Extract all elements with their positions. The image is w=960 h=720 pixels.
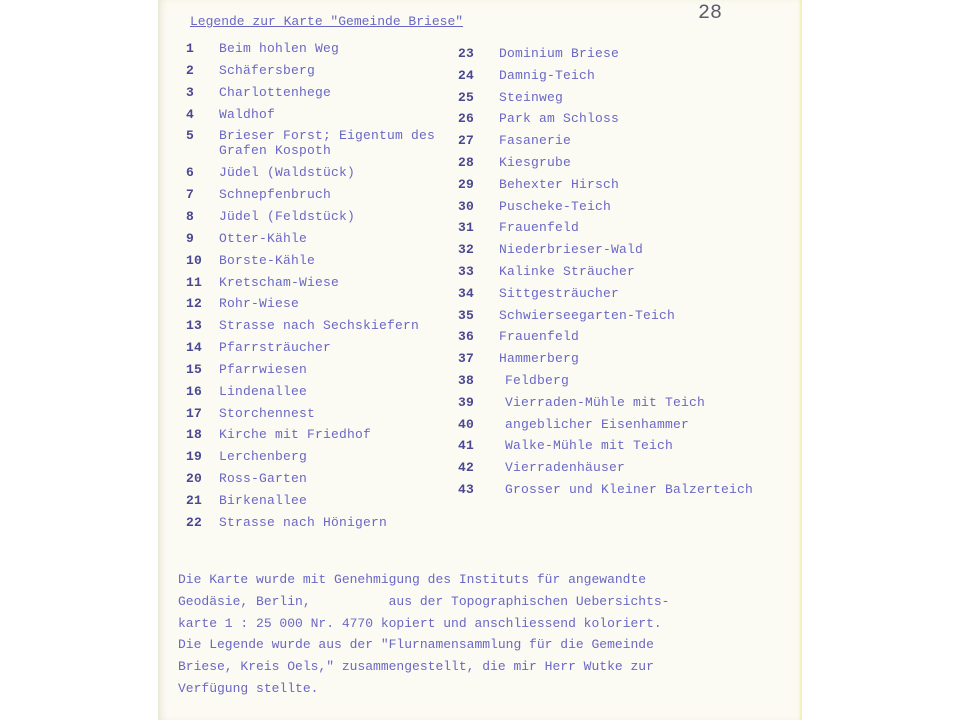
legend-number: 22	[186, 514, 203, 530]
legend-entry: Beim hohlen Weg	[219, 41, 340, 56]
legend-entry: Lerchenberg	[219, 449, 308, 465]
legend-entry: Grosser und Kleiner Balzerteich	[505, 482, 754, 497]
legend-number: 42	[458, 460, 475, 476]
legend-number: 7	[186, 187, 195, 203]
legend-entry: Vierradenhäuser	[505, 460, 626, 476]
legend-number: 9	[186, 230, 195, 246]
legend-number: 25	[458, 89, 475, 105]
legend-number: 29	[458, 176, 475, 192]
legend-number: 34	[458, 285, 475, 301]
legend-entry: Frauenfeld	[499, 220, 580, 236]
note-paragraph: Die Karte wurde mit Genehmigung des Instituts für angewandte Geodäsie, Berlin, aus der Topographischen Uebersichts- karte 1 : 25 000 Nr. 4770 kopiert und anschliessend koloriert. Die Legende wurde aus der "Flurnamensammlung für die Gemeinde Briese, Kreis Oels," zusammengestellt, die mir Herr Wutke zur Verfügung stellte.	[178, 572, 670, 696]
legend-number: 27	[458, 133, 475, 149]
legend-number: 14	[186, 340, 203, 356]
legend-number: 33	[458, 264, 475, 279]
legend-entry: Niederbrieser-Wald	[499, 242, 644, 258]
legend-entry: Steinweg	[499, 89, 564, 105]
legend-entry: Brieser Forst; Eigentum des Grafen Kospoth	[219, 128, 436, 159]
legend-number: 31	[458, 220, 475, 236]
legend-entry: Schwierseegarten-Teich	[499, 307, 676, 323]
legend-number: 36	[458, 329, 475, 345]
legend-entry: Kretscham-Wiese	[219, 274, 340, 290]
legend-number: 32	[458, 242, 475, 258]
legend-entry: Pfarrsträucher	[219, 340, 332, 356]
legend-number: 41	[458, 438, 475, 454]
page-number: 28	[698, 2, 723, 25]
legend-number: 10	[186, 252, 203, 268]
legend-number: 19	[186, 449, 203, 465]
legend-entry: Otter-Kähle	[219, 230, 308, 246]
legend-entry: Fasanerie	[499, 133, 572, 149]
legend-number: 35	[458, 307, 475, 323]
legend-number: 1	[186, 41, 195, 56]
legend-entry: angeblicher Eisenhammer	[505, 416, 690, 432]
legend-number: 11	[186, 274, 203, 290]
legend-entry: Behexter Hirsch	[499, 176, 620, 192]
legend-entry: Rohr-Wiese	[219, 296, 300, 312]
legend-entry: Kiesgrube	[499, 155, 572, 170]
legend-entry: Borste-Kähle	[219, 252, 316, 268]
legend-entry: Schäfersberg	[219, 62, 316, 78]
legend-number: 43	[458, 482, 475, 497]
legend-number: 39	[458, 394, 475, 410]
legend-entry: Feldberg	[505, 373, 570, 388]
legend-number: 16	[186, 383, 203, 399]
legend-number: 23	[458, 46, 475, 61]
legend-entry: Damnig-Teich	[499, 67, 596, 83]
legend-number: 28	[458, 155, 475, 170]
legend-number: 24	[458, 67, 475, 83]
legend-entry: Kirche mit Friedhof	[219, 427, 372, 443]
legend-entry: Ross-Garten	[219, 471, 308, 487]
legend-number: 5	[186, 128, 195, 144]
legend-number: 21	[186, 493, 203, 508]
legend-number: 26	[458, 111, 475, 127]
legend-entry: Strasse nach Sechskiefern	[219, 318, 420, 334]
legend-entry: Waldhof	[219, 106, 276, 122]
legend-number: 8	[186, 208, 195, 224]
legend-number: 40	[458, 416, 475, 432]
legend-number: 3	[186, 84, 195, 100]
legend-number: 30	[458, 198, 475, 214]
legend-entry: Sittgesträucher	[499, 285, 620, 301]
legend-entry: Kalinke Sträucher	[499, 264, 636, 279]
legend-number: 6	[186, 165, 195, 181]
legend-number: 20	[186, 471, 203, 487]
legend-entry: Vierraden-Mühle mit Teich	[505, 394, 706, 410]
legend-title: Legende zur Karte "Gemeinde Briese"	[190, 14, 464, 29]
legend-entry: Pfarrwiesen	[219, 361, 308, 377]
legend-number: 17	[186, 405, 203, 421]
legend-entry: Jüdel (Waldstück)	[219, 165, 356, 181]
legend-entry: Lindenallee	[219, 383, 308, 399]
legend-entry: Storchennest	[219, 405, 316, 421]
legend-number: 37	[458, 351, 475, 367]
legend-entry: Schnepfenbruch	[219, 187, 332, 203]
legend-entry: Hammerberg	[499, 351, 580, 367]
legend-number: 12	[186, 296, 203, 312]
legend-number: 15	[186, 361, 203, 377]
legend-number: 4	[186, 106, 195, 122]
legend-entry: Dominium Briese	[499, 46, 620, 61]
legend-entry: Park am Schloss	[499, 111, 620, 127]
legend-entry: Birkenallee	[219, 493, 308, 508]
legend-entry: Frauenfeld	[499, 329, 580, 345]
legend-number: 13	[186, 318, 203, 334]
legend-entry: Walke-Mühle mit Teich	[505, 438, 674, 454]
legend-entry: Jüdel (Feldstück)	[219, 208, 356, 224]
legend-entry: Charlottenhege	[219, 84, 332, 100]
legend-number: 38	[458, 373, 475, 388]
legend-entry: Puscheke-Teich	[499, 198, 612, 214]
legend-entry: Strasse nach Hönigern	[219, 514, 388, 530]
legend-number: 18	[186, 427, 203, 443]
legend-number: 2	[186, 62, 195, 78]
